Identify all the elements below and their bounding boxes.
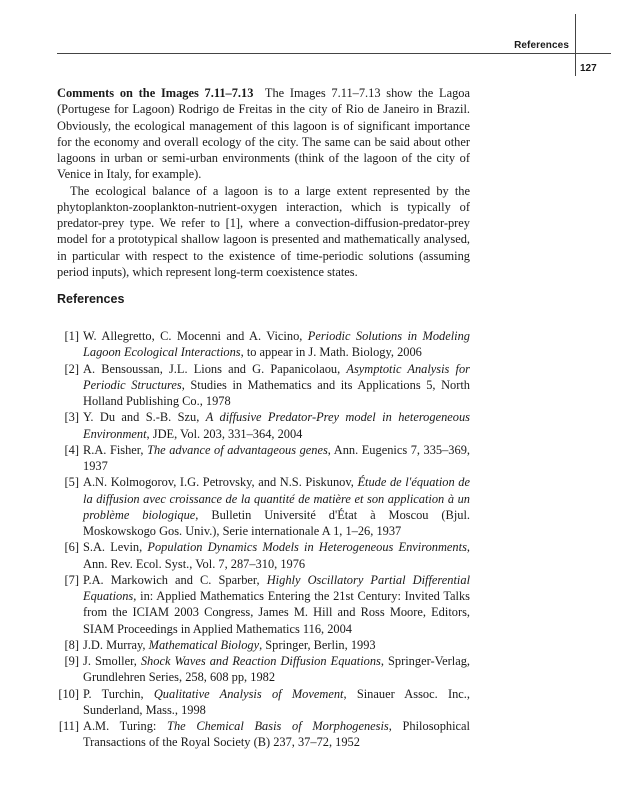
reference-title: Shock Waves and Reaction Diffusion Equations [140, 654, 381, 668]
reference-title: Mathematical Biology [148, 637, 260, 652]
running-header-section: References [514, 40, 569, 51]
reference-item [57, 718, 470, 751]
reference-authors: Y. Du and S.-B. Szu, [83, 410, 206, 425]
reference-number: [6] [64, 540, 79, 555]
references-heading: References [57, 292, 125, 306]
comments-paragraph-2: The ecological balance of a lagoon is to a large extent represented by the phytoplankton-zooplankton-nutrient-oxygen interaction, which is typically of predator-prey type. We refer to [1], where a convection-diffusion-predator-prey model for a prototypical shallow lagoon is presented and mathematically analysed, in particular with respect to the existence of time-periodic solutions (assuming period inputs), which represent long-term coexistence states. [57, 183, 470, 279]
reference-title: Population Dynamics Models in Heterogeneous Environments [147, 540, 467, 555]
reference-authors: P.A. Markowich and C. Sparber, [83, 572, 267, 587]
reference-details: , Springer, Berlin, 1993 [259, 637, 376, 652]
reference-title: A diffusive Predator-Prey model in heterogeneous Environment [83, 410, 470, 441]
reference-text [83, 686, 470, 719]
reference-number: [2] [64, 361, 79, 376]
reference-text [83, 572, 470, 637]
reference-text [83, 474, 470, 539]
reference-authors: A. Bensoussan, J.L. Lions and G. Papanicolaou, [83, 361, 347, 376]
reference-number: [7] [64, 572, 79, 587]
reference-authors: J. Smoller, [83, 654, 141, 668]
reference-number: [8] [64, 637, 79, 652]
reference-authors: S.A. Levin, [83, 540, 148, 555]
reference-text [83, 328, 470, 361]
reference-details: , in: Applied Mathematics Entering the 21st Century: Invited Talks from the ICIAM 2003 Congress, James M. Hill and Ross Moore, Editors, SIAM Proceedings in Applied Mathematics 116, 2004 [83, 589, 470, 636]
reference-authors: A.M. Turing: [83, 719, 168, 733]
comments-section [57, 85, 470, 280]
reference-item [57, 637, 470, 653]
reference-number: [5] [64, 475, 79, 490]
reference-list [57, 328, 470, 751]
reference-title: The advance of advantageous genes [147, 442, 328, 457]
reference-item [57, 572, 470, 637]
reference-item [57, 409, 470, 442]
reference-item [57, 361, 470, 410]
reference-authors: W. Allegretto, C. Mocenni and A. Vicino, [83, 329, 308, 343]
comments-heading: Comments on the Images 7.11–7.13 [57, 86, 254, 100]
reference-item [57, 686, 470, 719]
reference-item [57, 328, 470, 361]
reference-number: [4] [64, 442, 79, 457]
reference-details: , Studies in Mathematics and its Applications 5, North Holland Publishing Co., 1978 [83, 377, 470, 408]
page-number: 127 [580, 63, 597, 74]
reference-item [57, 653, 470, 686]
reference-text [83, 718, 470, 751]
reference-details: , Ann. Eugenics 7, 335–369, 1937 [83, 442, 470, 473]
reference-number: [9] [64, 654, 79, 668]
comments-paragraph-1 [57, 85, 470, 183]
reference-item [57, 539, 470, 572]
reference-text [83, 539, 470, 572]
reference-details: , JDE, Vol. 203, 331–364, 2004 [146, 426, 303, 441]
reference-title: Qualitative Analysis of Movement [153, 686, 344, 701]
reference-title: Asymptotic Analysis for Periodic Structures [83, 361, 470, 392]
reference-details: , to appear in J. Math. Biology, 2006 [240, 345, 422, 360]
reference-title: Étude de l'équation de la diffusion avec croissance de la quantité de matière et son application à un problème biologique [83, 475, 470, 522]
reference-text [83, 409, 470, 442]
reference-number: [11] [58, 719, 79, 733]
reference-details: , Philosophical Transactions of the Royal Society (B) 237, 37–72, 1952 [83, 719, 470, 750]
reference-text [83, 637, 470, 653]
reference-details: , Springer-Verlag, Grundlehren Series, 258, 608 pp, 1982 [83, 654, 471, 685]
header-horizontal-rule [57, 53, 611, 54]
reference-item [57, 442, 470, 475]
reference-text [83, 361, 470, 410]
reference-details: , Ann. Rev. Ecol. Syst., Vol. 7, 287–310, 1976 [83, 540, 471, 571]
reference-authors: R.A. Fisher, [83, 442, 148, 457]
reference-number: [3] [64, 410, 79, 425]
reference-title: Highly Oscillatory Partial Differential Equations [83, 572, 471, 603]
reference-title: Periodic Solutions in Modeling Lagoon Ecological Interactions [83, 329, 470, 360]
reference-authors: J.D. Murray, [83, 637, 149, 652]
reference-title: The Chemical Basis of Morphogenesis [167, 719, 389, 733]
header-vertical-rule [575, 14, 576, 76]
reference-text [83, 442, 470, 475]
reference-number: [10] [58, 686, 79, 701]
reference-item [57, 474, 470, 539]
comments-text-1: The Images 7.11–7.13 show the Lagoa (Portugese for Lagoon) Rodrigo de Freitas in the city of Rio de Janeiro in Brazil. Obviously, the ecological management of this lagoon is of significant importance for the economy and overall ecology of the city. The same can be said about other lagoons in urban or semi-urban environments (think of the lagoon of the city of Venice in Italy, for example). [57, 86, 470, 182]
reference-number: [1] [64, 329, 79, 343]
reference-details: , Sinauer Assoc. Inc., Sunderland, Mass., 1998 [83, 686, 470, 717]
reference-details: , Bulletin Université d'État à Moscou (Bjul. Moskowskogo Gos. Univ.), Serie internationale A 1, 1–26, 1937 [83, 507, 470, 538]
reference-authors: P. Turchin, [83, 686, 154, 701]
reference-text [83, 653, 470, 686]
reference-authors: A.N. Kolmogorov, I.G. Petrovsky, and N.S. Piskunov, [83, 475, 358, 490]
